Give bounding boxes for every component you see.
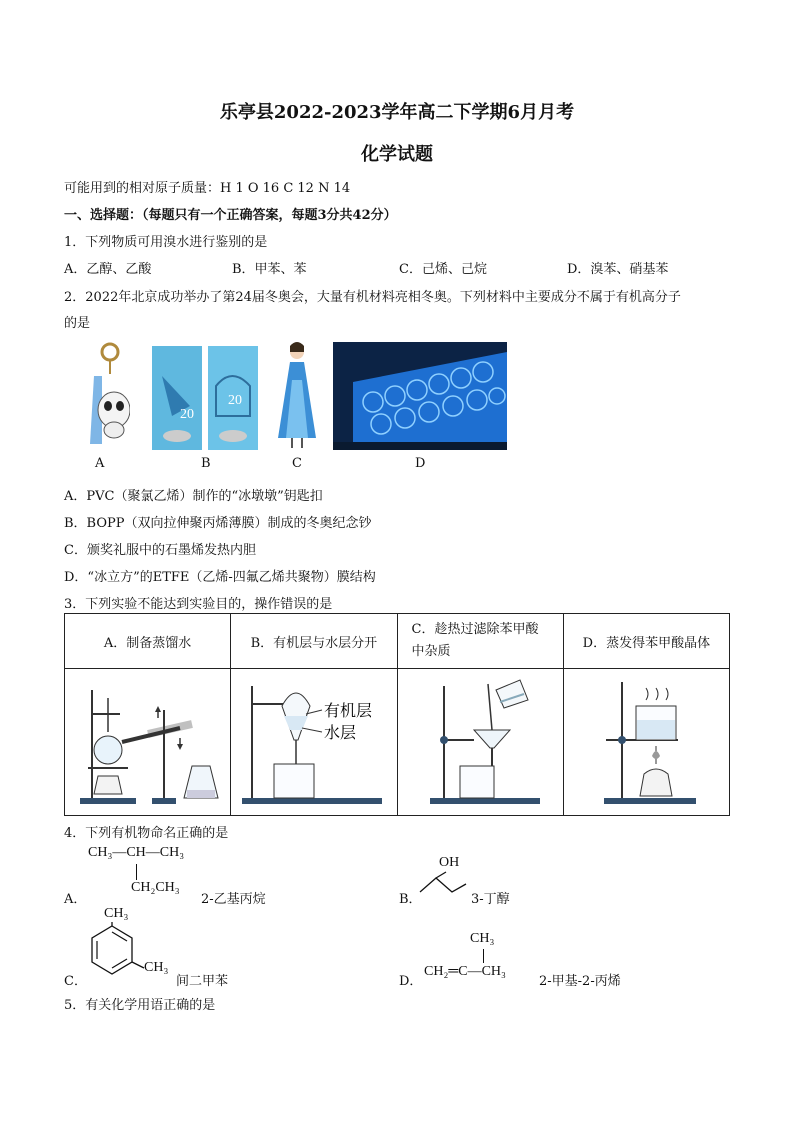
question-3-stem: 3．下列实验不能达到实验目的，操作错误的是	[64, 597, 333, 612]
page-subtitle: 化学试题	[361, 144, 433, 165]
question-5-stem: 5．有关化学用语正确的是	[64, 998, 216, 1013]
q2-option-a: A．PVC（聚氯乙烯）制作的“冰墩墩”钥匙扣	[64, 489, 323, 504]
q1-option-a: A．乙醇、乙酸	[64, 262, 152, 277]
image-label-b: B	[201, 456, 211, 471]
q4a-name: 2-乙基丙烷	[201, 892, 266, 907]
hot-filtration-apparatus	[400, 670, 560, 810]
q4d-ch3-top: CH₃	[470, 931, 495, 946]
section-heading: 一、选择题：（每题只有一个正确答案，每题3分共42分）	[64, 208, 397, 223]
q4-letter-b: B．	[399, 892, 422, 907]
label-water-layer: 水层	[323, 725, 356, 742]
keychain-image	[80, 340, 130, 452]
question-1-stem: 1．下列物质可用溴水进行鉴别的是	[64, 235, 268, 250]
q1-option-c: C．己烯、己烷	[399, 262, 487, 277]
banknote-number: 20	[180, 407, 194, 422]
experiment-table	[64, 613, 730, 816]
header-a: A．制备蒸馏水	[65, 614, 231, 669]
q1-option-b: B．甲苯、苯	[232, 262, 307, 277]
banknote-number-back: 20	[228, 393, 242, 408]
q4c-benzene-ring	[88, 922, 148, 978]
distillation-apparatus	[68, 670, 228, 810]
atomic-mass-line: 可能用到的相对原子质量：H 1 O 16 C 12 N 14	[64, 181, 351, 196]
page-title: 乐亭县2022-2023学年高二下学期6月月考	[219, 102, 575, 123]
image-label-a: A	[95, 456, 105, 471]
q4d-bond	[483, 949, 484, 963]
q2-option-c: C．颁奖礼服中的石墨烯发热内胆	[64, 543, 256, 558]
q2-option-b: B．BOPP（双向拉伸聚丙烯薄膜）制成的冬奥纪念钞	[64, 516, 372, 531]
dress-image	[272, 340, 322, 452]
q4-letter-d: D．	[399, 974, 423, 989]
q4b-skeleton	[418, 870, 468, 900]
q4c-ch3-top: CH₃	[104, 906, 129, 921]
q4b-oh: OH	[439, 855, 460, 870]
header-b: B．有机层与水层分开	[231, 614, 397, 669]
question-2-stem-line1: 2．2022年北京成功举办了第24届冬奥会，大量有机材料亮相冬奥。下列材料中主要成分不属于有机高分子	[64, 290, 681, 305]
q4c-ch3-right: CH₃	[144, 960, 169, 975]
image-label-d: D	[415, 456, 426, 471]
q4-letter-a: A．	[64, 892, 87, 907]
q4d-formula-main: CH₂═C—CH₃	[424, 964, 506, 979]
q4a-formula-branch: CH₂CH₃	[131, 880, 180, 895]
image-label-c: C	[292, 456, 302, 471]
evaporation-apparatus	[566, 670, 726, 810]
q4d-name: 2-甲基-2-丙烯	[539, 974, 621, 989]
label-organic-layer: 有机层	[323, 703, 372, 720]
q4a-bond	[136, 864, 137, 880]
q4b-name: 3-丁醇	[471, 892, 510, 907]
question-4-stem: 4．下列有机物命名正确的是	[64, 826, 229, 841]
q4a-formula-top: CH₃—CH—CH₃	[88, 845, 185, 860]
banknote-image	[152, 346, 258, 450]
q4-letter-c: C．	[64, 974, 87, 989]
question-2-stem-line2: 的是	[64, 316, 91, 331]
water-cube-image	[333, 342, 507, 450]
header-c: C．趁热过滤除苯甲酸中杂质	[411, 622, 539, 659]
q2-option-d: D．“冰立方”的ETFE（乙烯-四氟乙烯共聚物）膜结构	[64, 570, 376, 585]
separating-funnel-apparatus	[234, 670, 394, 810]
q4c-name: 间二甲苯	[176, 974, 229, 989]
header-d: D．蒸发得苯甲酸晶体	[563, 614, 729, 669]
q1-option-d: D．溴苯、硝基苯	[567, 262, 669, 277]
